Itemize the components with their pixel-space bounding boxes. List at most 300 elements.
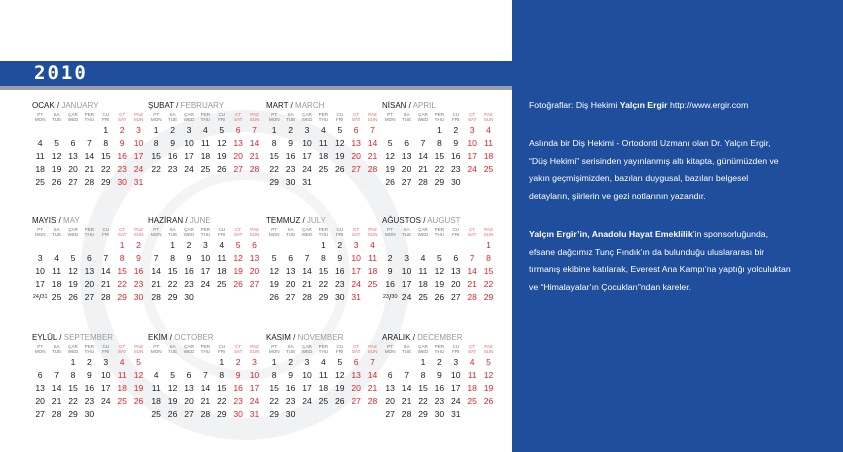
- day-cell: 24: [133, 163, 144, 174]
- day-cell: 26: [385, 176, 395, 187]
- weekday-label: CU FRI: [218, 227, 226, 237]
- empty-day: [415, 124, 431, 137]
- day-cell: 6: [37, 369, 43, 380]
- day-cell: 7: [370, 125, 375, 135]
- day-cell: 6: [353, 125, 359, 135]
- day-cell: 27: [385, 408, 395, 419]
- day-cell: 7: [469, 252, 475, 263]
- day-cell: 4: [202, 125, 208, 135]
- day-grid: [148, 124, 258, 176]
- weekday-label: PT MON: [34, 112, 46, 122]
- weekday-header: [148, 227, 258, 239]
- empty-day: [398, 124, 414, 137]
- weekday-label: CU FRI: [336, 112, 344, 122]
- month-march: [266, 100, 376, 188]
- month-name-separator: /: [288, 101, 296, 110]
- day-cell: 2: [119, 125, 125, 135]
- empty-day: [197, 356, 213, 369]
- weekday-label: SA TUE: [51, 344, 62, 354]
- month-may: [32, 215, 142, 303]
- empty-day: [266, 239, 282, 252]
- day-cell: 28: [51, 408, 62, 419]
- day-cell: 19: [334, 150, 345, 161]
- month-february: [148, 100, 258, 176]
- day-cell: 29: [100, 176, 111, 187]
- weekday-label: PER THU: [84, 344, 95, 354]
- day-cell: 28: [249, 163, 260, 174]
- day-cell: 23: [167, 163, 178, 174]
- day-cell: 25: [151, 408, 161, 419]
- day-cell: 11: [151, 382, 161, 393]
- weekday-label: CU FRI: [102, 227, 110, 237]
- day-cell: 21: [249, 150, 260, 161]
- day-cell: 6: [186, 369, 192, 380]
- weekday-header: [32, 227, 142, 239]
- day-cell: 20: [249, 265, 260, 276]
- day-cell: $^{24}$/$^{31}$: [32, 291, 48, 302]
- empty-day: [398, 239, 414, 252]
- day-cell: 29: [418, 408, 428, 419]
- day-cell: 18: [35, 163, 45, 174]
- sponsor-names: Yalçın Ergir’in, Anadolu Hayat Emeklilik: [529, 229, 693, 239]
- month-name-en: OCTOBER: [174, 333, 214, 342]
- day-grid: [32, 356, 142, 420]
- empty-day: [382, 124, 398, 137]
- sponsor-paragraph: [529, 226, 791, 296]
- day-cell: 27: [249, 278, 260, 289]
- day-cell: 26: [133, 395, 144, 406]
- day-cell: 19: [269, 278, 279, 289]
- day-cell: 15: [216, 382, 227, 393]
- day-cell: 20: [351, 382, 361, 393]
- day-cell: 31: [302, 176, 312, 187]
- empty-day: [164, 356, 180, 369]
- day-cell: 3: [37, 252, 43, 263]
- month-april: [382, 100, 492, 188]
- day-cell: 19: [51, 163, 62, 174]
- weekday-label: ÇAR WED: [417, 344, 429, 354]
- day-cell: 5: [70, 252, 76, 263]
- weekday-label: ÇAR WED: [67, 344, 79, 354]
- day-cell: 4: [320, 357, 326, 367]
- day-cell: 30: [334, 291, 345, 302]
- day-cell: 29: [483, 291, 494, 302]
- day-cell: 1: [219, 357, 225, 367]
- day-cell: 12: [269, 265, 279, 276]
- day-cell: 29: [167, 291, 178, 302]
- day-grid: [382, 356, 492, 420]
- day-cell: 18: [117, 382, 127, 393]
- weekday-header: [266, 227, 376, 239]
- day-cell: 25: [35, 176, 45, 187]
- photographer-name: Yalçın Ergir: [619, 100, 668, 110]
- day-cell: 9: [86, 369, 92, 380]
- day-cell: 28: [100, 291, 111, 302]
- day-cell: 7: [304, 252, 310, 263]
- day-cell: 17: [450, 382, 461, 393]
- day-cell: 5: [337, 125, 343, 135]
- day-cell: 30: [434, 408, 445, 419]
- bio-paragraph: Aslında bir Diş Hekimi - Ortodonti Uzmanı olan Dr. Yalçın Ergir, “Düş Hekimi” serisinden yayınlanmış altı kitapta, günümüzden ve yakın geçmişimizden, bazıları duygusal, bazıları belgesel detayların, şiirlerin ve gezi notlarının yazandır.: [529, 138, 779, 201]
- day-cell: 12: [434, 265, 445, 276]
- weekday-header: [266, 112, 376, 124]
- day-cell: 2: [288, 357, 293, 367]
- day-cell: 19: [434, 278, 445, 289]
- photo-credit: [529, 97, 791, 115]
- day-cell: 22: [216, 395, 227, 406]
- day-cell: 26: [269, 291, 279, 302]
- empty-day: [398, 356, 414, 369]
- day-cell: 17: [249, 382, 260, 393]
- day-cell: 27: [351, 163, 361, 174]
- weekday-label: CU FRI: [336, 227, 344, 237]
- month-name-tr: EKİM: [148, 333, 168, 342]
- month-name-tr: EYLÜL: [32, 333, 58, 342]
- day-cell: 26: [216, 163, 227, 174]
- day-cell: 31: [450, 408, 461, 419]
- day-cell: 27: [233, 163, 243, 174]
- day-cell: 20: [184, 395, 194, 406]
- day-cell: 28: [84, 176, 95, 187]
- weekday-header: [148, 112, 258, 124]
- weekday-label: CU FRI: [452, 227, 460, 237]
- day-cell: 17: [302, 150, 312, 161]
- weekday-label: SA TUE: [167, 344, 178, 354]
- weekday-label: PAZ SUN: [367, 344, 378, 354]
- day-cell: 11: [467, 369, 477, 380]
- day-cell: 21: [467, 278, 477, 289]
- day-cell: 27: [351, 395, 361, 406]
- day-cell: 7: [86, 137, 92, 148]
- day-cell: 22: [68, 395, 78, 406]
- month-name-separator: /: [410, 333, 418, 342]
- day-cell: 11: [418, 265, 428, 276]
- day-cell: 10: [184, 137, 194, 148]
- day-cell: 8: [103, 137, 109, 148]
- day-cell: 10: [249, 369, 260, 380]
- weekday-label: CT SAT: [351, 344, 361, 354]
- day-cell: 14: [100, 265, 111, 276]
- weekday-label: PAZ SUN: [133, 344, 144, 354]
- day-cell: 24: [450, 395, 461, 406]
- day-cell: 27: [401, 176, 412, 187]
- day-cell: 3: [469, 125, 475, 135]
- day-cell: 22: [483, 278, 494, 289]
- day-cell: 4: [420, 252, 426, 263]
- weekday-label: PER THU: [200, 112, 211, 122]
- day-cell: 20: [35, 395, 45, 406]
- month-name-separator: /: [173, 101, 181, 110]
- weekday-label: CT SAT: [467, 344, 477, 354]
- day-grid: [266, 356, 376, 420]
- day-cell: 15: [167, 265, 178, 276]
- month-name: [148, 215, 258, 226]
- day-cell: 13: [184, 382, 194, 393]
- day-cell: 17: [35, 278, 45, 289]
- day-cell: 18: [151, 395, 161, 406]
- day-cell: 5: [54, 137, 59, 148]
- day-cell: 3: [136, 125, 141, 135]
- weekday-label: PT MON: [150, 344, 162, 354]
- day-cell: 13: [249, 252, 260, 263]
- day-cell: 21: [401, 395, 412, 406]
- day-cell: 25: [216, 278, 227, 289]
- empty-day: [148, 356, 164, 369]
- month-name: [32, 332, 142, 343]
- month-name-tr: TEMMUZ: [266, 216, 301, 225]
- weekday-label: ÇAR WED: [301, 112, 313, 122]
- day-cell: 5: [271, 252, 277, 263]
- day-grid: [382, 124, 492, 188]
- day-cell: 14: [467, 265, 477, 276]
- day-cell: 31: [133, 176, 144, 187]
- day-cell: 30: [285, 408, 296, 419]
- month-june: [148, 215, 258, 303]
- month-name-separator: /: [406, 101, 413, 110]
- day-cell: 23: [450, 163, 461, 174]
- info-panel: [512, 0, 843, 452]
- weekday-label: CT SAT: [233, 112, 243, 122]
- day-cell: 14: [249, 137, 260, 148]
- day-cell: 15: [269, 150, 279, 161]
- empty-day: [48, 239, 64, 252]
- day-cell: 7: [54, 369, 59, 380]
- day-cell: 19: [133, 382, 144, 393]
- month-name-en: JUNE: [189, 216, 211, 225]
- day-cell: 4: [370, 240, 375, 250]
- day-cell: 27: [184, 408, 194, 419]
- day-cell: 5: [387, 137, 393, 148]
- day-cell: 4: [469, 357, 475, 367]
- day-cell: 6: [86, 252, 92, 263]
- day-cell: 11: [318, 369, 328, 380]
- day-cell: 2: [387, 252, 393, 263]
- day-cell: 16: [434, 382, 445, 393]
- day-cell: 12: [68, 265, 78, 276]
- day-cell: 23: [285, 395, 296, 406]
- day-cell: 7: [370, 357, 375, 367]
- day-cell: 1: [70, 357, 76, 367]
- month-name-tr: HAZİRAN: [148, 216, 184, 225]
- day-cell: 6: [235, 125, 241, 135]
- day-cell: 14: [151, 265, 161, 276]
- day-cell: 23: [84, 395, 95, 406]
- day-cell: 18: [318, 150, 329, 161]
- day-cell: 16: [84, 382, 95, 393]
- day-cell: 10: [302, 137, 312, 148]
- day-cell: 20: [68, 163, 78, 174]
- day-cell: 16: [133, 265, 144, 276]
- weekday-label: CU FRI: [452, 112, 460, 122]
- day-cell: 12: [133, 369, 144, 380]
- day-cell: 23: [334, 278, 345, 289]
- day-cell: 8: [436, 137, 442, 148]
- day-cell: 15: [418, 382, 428, 393]
- month-name-tr: NİSAN: [382, 101, 407, 110]
- day-cell: 6: [70, 137, 76, 148]
- weekday-label: SA TUE: [285, 344, 296, 354]
- day-cell: 23: [133, 278, 144, 289]
- day-cell: 5: [337, 357, 343, 367]
- day-cell: 28: [367, 395, 378, 406]
- weekday-label: ÇAR WED: [67, 227, 79, 237]
- day-cell: 9: [288, 369, 293, 380]
- weekday-label: PAZ SUN: [367, 112, 378, 122]
- weekday-header: [32, 344, 142, 356]
- day-cell: 24: [200, 278, 211, 289]
- weekday-label: SA TUE: [401, 344, 412, 354]
- day-cell: 6: [404, 137, 409, 148]
- day-cell: 14: [302, 265, 312, 276]
- day-cell: 25: [200, 163, 211, 174]
- weekday-label: ÇAR WED: [417, 112, 429, 122]
- day-cell: 28: [151, 291, 161, 302]
- weekday-label: PER THU: [434, 112, 445, 122]
- empty-day: [65, 124, 81, 137]
- day-cell: 13: [401, 150, 412, 161]
- day-cell: 13: [233, 137, 243, 148]
- day-cell: 17: [401, 278, 412, 289]
- weekday-label: PAZ SUN: [133, 227, 144, 237]
- day-cell: 4: [153, 369, 159, 380]
- day-cell: 1: [119, 240, 125, 250]
- day-cell: 24: [302, 163, 312, 174]
- month-name: [382, 332, 492, 343]
- weekday-label: PER THU: [318, 227, 329, 237]
- day-cell: 20: [84, 278, 95, 289]
- day-cell: 7: [252, 125, 257, 135]
- month-september: [32, 332, 142, 420]
- weekday-label: PAZ SUN: [133, 112, 144, 122]
- empty-day: [81, 124, 97, 137]
- weekday-label: PT MON: [150, 227, 162, 237]
- day-cell: 6: [453, 252, 459, 263]
- day-cell: 3: [304, 125, 310, 135]
- weekday-label: SA TUE: [401, 227, 412, 237]
- month-name-separator: /: [57, 333, 64, 342]
- month-name-en: JULY: [306, 216, 326, 225]
- day-cell: 8: [219, 369, 225, 380]
- month-name: [266, 215, 376, 226]
- day-cell: 18: [418, 278, 428, 289]
- weekday-label: CT SAT: [233, 227, 243, 237]
- website-link[interactable]: http://www.ergir.com: [667, 100, 749, 110]
- day-cell: 19: [334, 382, 345, 393]
- month-name-en: DECEMBER: [417, 333, 463, 342]
- day-cell: 3: [202, 240, 208, 250]
- day-cell: 3: [103, 357, 109, 367]
- weekday-label: CT SAT: [233, 344, 243, 354]
- day-cell: 17: [351, 265, 361, 276]
- day-cell: 6: [387, 369, 393, 380]
- weekday-label: PT MON: [384, 344, 396, 354]
- day-cell: 10: [351, 252, 361, 263]
- month-name-en: MARCH: [295, 101, 325, 110]
- day-cell: 24: [351, 278, 361, 289]
- day-cell: 13: [351, 369, 361, 380]
- day-cell: 1: [436, 125, 442, 135]
- day-cell: 19: [233, 265, 243, 276]
- day-cell: 5: [219, 125, 225, 135]
- day-cell: 3: [453, 357, 459, 367]
- month-name-separator: /: [183, 216, 190, 225]
- day-grid: [148, 356, 258, 420]
- day-cell: 28: [467, 291, 477, 302]
- day-cell: 8: [119, 252, 125, 263]
- day-cell: 9: [453, 137, 459, 148]
- month-january: [32, 100, 142, 188]
- day-cell: 29: [117, 291, 127, 302]
- month-name-separator: /: [300, 216, 307, 225]
- month-name-en: AUGUST: [427, 216, 461, 225]
- day-cell: 11: [318, 137, 328, 148]
- empty-day: [32, 356, 48, 369]
- day-cell: 16: [117, 150, 127, 161]
- day-cell: 10: [200, 252, 211, 263]
- day-cell: 30: [285, 176, 296, 187]
- day-cell: 19: [167, 395, 178, 406]
- day-cell: 11: [217, 252, 227, 263]
- weekday-label: PT MON: [384, 112, 396, 122]
- weekday-header: [382, 227, 492, 239]
- day-cell: 9: [186, 252, 192, 263]
- day-cell: 14: [51, 382, 62, 393]
- month-name-tr: ARALIK: [382, 333, 411, 342]
- year-rule: [0, 86, 512, 90]
- day-cell: 13: [351, 137, 361, 148]
- day-cell: 6: [353, 357, 359, 367]
- day-cell: 24: [184, 163, 194, 174]
- day-cell: 30: [233, 408, 243, 419]
- month-name-en: MAY: [62, 216, 80, 225]
- weekday-label: PER THU: [434, 344, 445, 354]
- day-cell: 9: [235, 369, 241, 380]
- weekday-label: CU FRI: [218, 112, 226, 122]
- day-cell: 4: [54, 252, 59, 263]
- day-cell: 20: [351, 150, 361, 161]
- weekday-label: PER THU: [318, 344, 329, 354]
- day-cell: 25: [467, 395, 477, 406]
- day-cell: 2: [453, 125, 459, 135]
- weekday-label: CT SAT: [467, 227, 477, 237]
- day-cell: 10: [401, 265, 412, 276]
- day-cell: 16: [233, 382, 243, 393]
- weekday-label: PT MON: [34, 227, 46, 237]
- day-cell: 21: [302, 278, 312, 289]
- month-december: [382, 332, 492, 420]
- day-cell: 2: [288, 125, 293, 135]
- day-cell: 4: [219, 240, 225, 250]
- weekday-label: ÇAR WED: [417, 227, 429, 237]
- day-cell: 19: [68, 278, 78, 289]
- day-cell: 2: [186, 240, 192, 250]
- day-cell: 5: [170, 369, 175, 380]
- day-cell: 28: [401, 408, 412, 419]
- day-cell: 29: [216, 408, 227, 419]
- day-cell: 1: [103, 125, 109, 135]
- day-cell: 26: [51, 176, 62, 187]
- weekday-label: CT SAT: [117, 227, 127, 237]
- month-name-en: NOVEMBER: [297, 333, 344, 342]
- day-cell: 22: [117, 278, 127, 289]
- day-cell: 1: [170, 240, 175, 250]
- day-cell: 12: [334, 137, 345, 148]
- day-cell: 21: [51, 395, 62, 406]
- weekday-label: PAZ SUN: [249, 227, 260, 237]
- day-cell: 2: [337, 240, 343, 250]
- day-cell: 9: [119, 137, 125, 148]
- day-cell: 5: [486, 357, 491, 367]
